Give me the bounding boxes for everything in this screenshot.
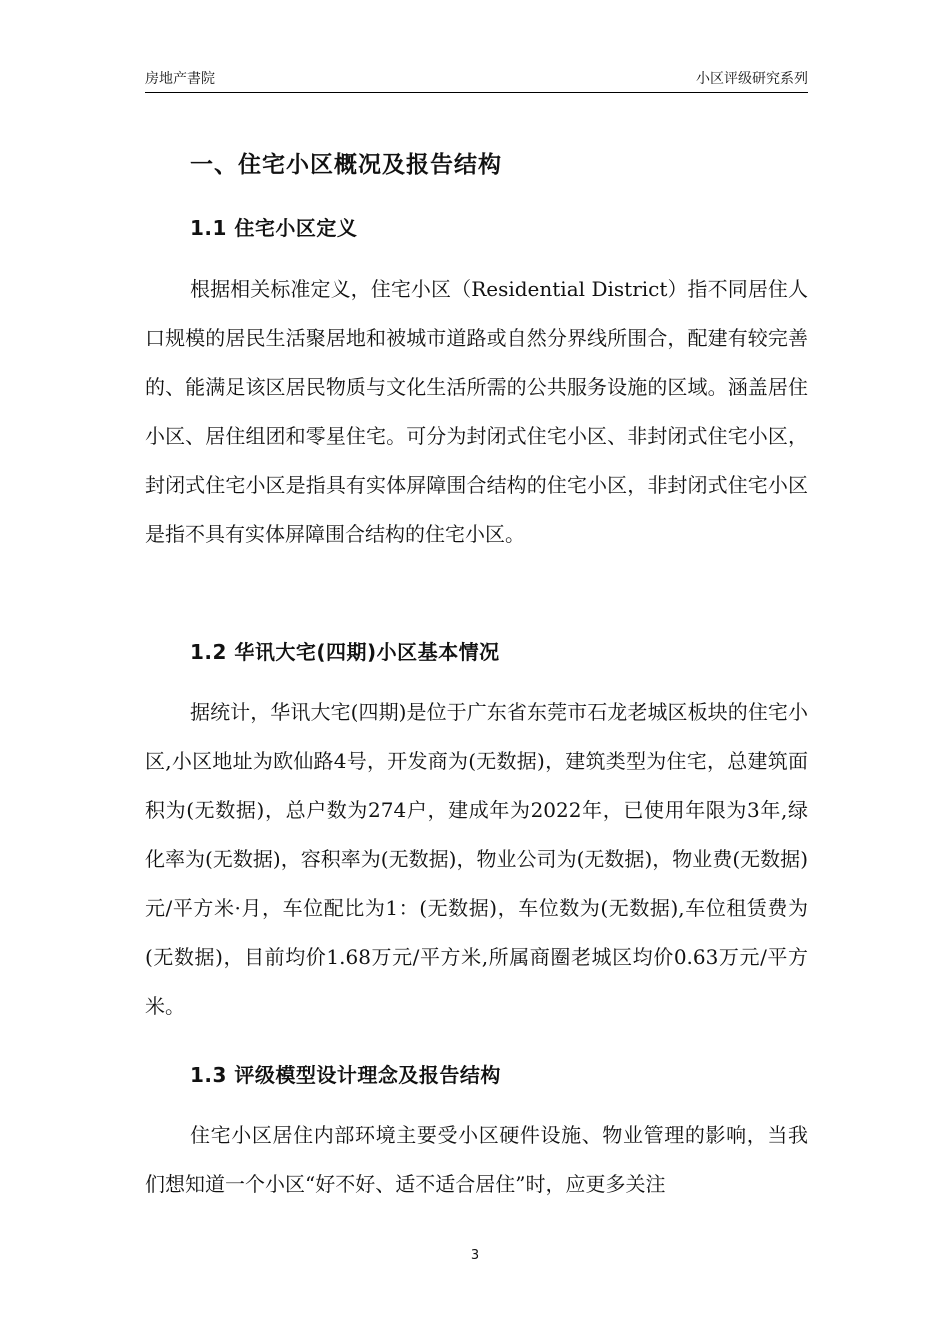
section-1-3-body: 住宅小区居住内部环境主要受小区硬件设施、物业管理的影响，当我们想知道一个小区“好不好、适不适合居住”时，应更多关注	[145, 1123, 808, 1196]
header-right-text: 小区评级研究系列	[696, 71, 808, 87]
page-header	[145, 66, 808, 93]
section-1-2-title: 1.2 华讯大宅(四期)小区基本情况	[190, 640, 500, 664]
section-1-3-title: 1.3 评级模型设计理念及报告结构	[190, 1063, 501, 1087]
section-1-1-body: 根据相关标准定义，住宅小区（Residential District）指不同居住人口规模的居民生活聚居地和被城市道路或自然分界线所围合，配建有较完善的、能满足该区居民物质与文化生活所需的公共服务设施的区域。涵盖居住小区、居住组团和零星住宅。可分为封闭式住宅小区、非封闭式住宅小区，封闭式住宅小区是指具有实体屏障围合结构的住宅小区，非封闭式住宅小区是指不具有实体屏障围合结构的住宅小区。	[145, 277, 808, 546]
section-1-1-title: 1.1 住宅小区定义	[190, 216, 358, 240]
main-title: 一、住宅小区概况及报告结构	[190, 152, 502, 178]
header-left-text: 房地产書院	[145, 71, 215, 87]
section-1-2-body: 据统计，华讯大宅(四期)是位于广东省东莞市石龙老城区板块的住宅小区,小区地址为欧仙路4号，开发商为(无数据)，建筑类型为住宅，总建筑面积为(无数据)，总户数为274户，建成年为2022年，已使用年限为3年,绿化率为(无数据)，容积率为(无数据)，物业公司为(无数据)，物业费(无数据)元/平方米·月，车位配比为1：(无数据)，车位数为(无数据),车位租赁费为(无数据)，目前均价1.68万元/平方米,所属商圈老城区均价0.63万元/平方米。	[145, 700, 808, 1018]
page-number: 3	[470, 1248, 480, 1263]
